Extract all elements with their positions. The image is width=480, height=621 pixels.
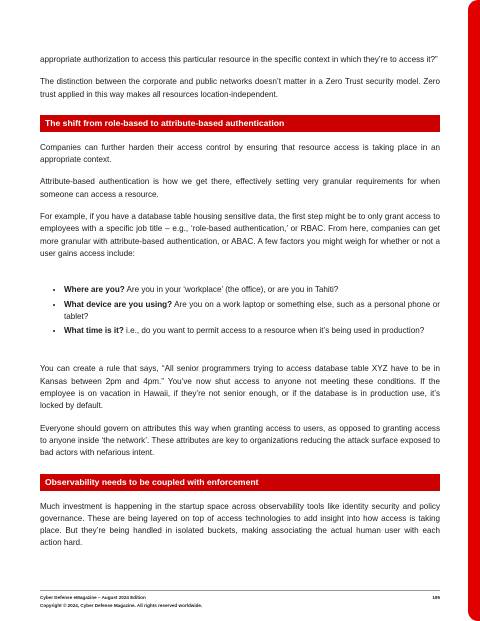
list-item-text: Are you on a work laptop or something else, such as a personal phone or tablet? [64, 299, 440, 321]
section1-paragraph-4: You can create a rule that says, “All senior programmers trying to access database table XYZ have to be in Kansas between 2pm and 4pm.” You’ve now shut access to anyone not meeting these conditions. If the employee is on vacation in Hawaii, if they’re not senior enough, or if the database is in production use, it’s locked by default. [40, 364, 440, 411]
list-item-bold: What time is it? [64, 326, 124, 336]
article-body [40, 54, 440, 560]
footer-edition: Cyber Defense eMagazine – August 2024 Edition [40, 595, 146, 600]
section1-paragraph-5: Everyone should govern on attributes this way when granting access to users, as opposed to granting access to anyone inside ‘the network’. These attributes are key to organizations reducing the attack surface exposed to bad actors with nefarious intent. [40, 423, 440, 458]
section1-paragraph-2: Attribute-based authentication is how we get there, effectively setting very granular requirements for when someone can access a resource. [40, 177, 440, 199]
list-item-bold: What device are you using? [64, 299, 173, 309]
page-footer [40, 590, 440, 610]
section1-paragraph-1: Companies can further harden their access control by ensuring that resource access is taking place in an appropriate context. [40, 142, 440, 165]
list-item-text: Are you in your ‘workplace’ (the office), or are you in Tahiti? [124, 285, 339, 295]
list-item [64, 284, 440, 296]
list-item [64, 325, 440, 337]
footer-copyright: Copyright © 2024, Cyber Defense Magazine. All rights reserved worldwide. [40, 603, 203, 608]
intro-paragraph-2: The distinction between the corporate and public networks doesn’t matter in a Zero Trust security model. Zero trust applied in this way makes all resources location-independent. [40, 77, 440, 99]
factor-list [40, 284, 440, 337]
page-edge-stripe [468, 0, 480, 621]
section-heading-observability: Observability needs to be coupled with enforcement [40, 474, 440, 491]
footer-page-number: 195 [432, 595, 440, 600]
section-heading-abac: The shift from role-based to attribute-based authentication [40, 115, 440, 132]
intro-paragraph-1: appropriate authorization to access this particular resource in the specific context in which they’re to access it?” [40, 55, 438, 64]
list-item-bold: Where are you? [64, 285, 125, 295]
section1-paragraph-3: For example, if you have a database table housing sensitive data, the first step might be to only grant access to employees with a specific job title – e.g., ‘role-based authentication,’ or RBAC. From here, companies can get more granular with attribute-based authentication, or ABAC. A few factors you might weigh for whether or not a user gains access include: [40, 212, 440, 258]
section2-paragraph-1: Much investment is happening in the startup space across observability tools like identity security and policy governance. These are being layered on top of access technologies to add insight into how access is taking place. But they’re being handled in isolated buckets, making associating the actual human user with each action hard. [40, 501, 440, 548]
list-item-text: i.e., do you want to permit access to a resource when it’s being used in production? [123, 326, 425, 336]
list-item [64, 299, 440, 324]
